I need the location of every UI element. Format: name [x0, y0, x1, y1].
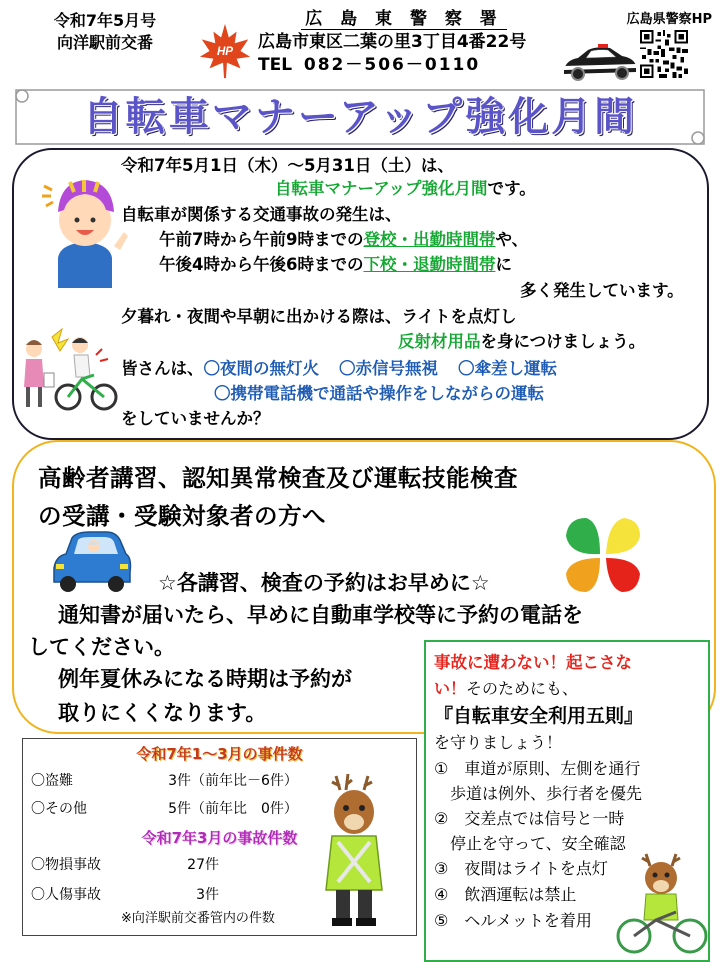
morning-commute: 登校・出勤時間帯: [363, 230, 496, 249]
theft-label: 〇盗難: [31, 773, 73, 789]
injury-count: 3件: [196, 887, 219, 903]
violation-phone: 〇携帯電話機で通話や操作をしながらの運転: [214, 384, 544, 403]
address: 広島市東区二葉の里3丁目4番22号: [258, 32, 527, 52]
manner-evening-line: [159, 253, 512, 276]
other-count: 5件: [168, 801, 191, 817]
manner-reflector-line: [398, 330, 645, 353]
issue-block: [30, 10, 180, 54]
senior-heading-line1: 高齢者講習、認知異常検査及び運転技能検査: [38, 464, 518, 492]
manner-light-advice: 夕暮れ・夜間や早朝に出かける際は、ライトを点灯し: [121, 307, 517, 326]
rules-title: 『自転車安全利用五則』: [434, 705, 644, 727]
senior-para-2: してください。: [28, 635, 175, 659]
senior-driver-mark-icon: [560, 512, 646, 598]
senior-para-3: 例年夏休みになる時期は予約が: [58, 667, 352, 691]
morning-suffix: や、: [495, 230, 529, 249]
rules-slogan-2a: い！: [434, 679, 467, 698]
manner-month-name: 自転車マナーアップ強化月間: [275, 179, 488, 198]
qr-code-icon[interactable]: [640, 30, 688, 78]
manner-violations-line: [121, 357, 557, 380]
property-count: 27件: [187, 857, 219, 873]
stats-row-theft: [31, 771, 298, 791]
evening-time: 午後4時から午後6時までの: [159, 255, 364, 274]
maple-leaf-logo-icon: [196, 22, 254, 80]
stats-note: ※向洋駅前交番管内の件数: [121, 911, 275, 926]
rules-slogan-1: 事故に遭わない！起こさな: [434, 653, 632, 672]
child-cyclist-icon: [40, 168, 130, 288]
police-car-icon: [560, 36, 640, 82]
tel-row: [258, 54, 550, 77]
rule-item-5: ⑤ ヘルメットを着用: [434, 911, 592, 930]
violations-intro: 皆さんは、: [121, 359, 204, 378]
police-name: 広 島 東 警 察 署: [301, 9, 507, 30]
manner-period: 令和7年5月1日（木）～5月31日（土）は、: [121, 156, 454, 175]
manner-accident-intro: 自転車が関係する交通事故の発生は、: [121, 205, 402, 224]
rule-item-3: ③ 夜間はライトを点灯: [434, 859, 608, 878]
crime-stats-heading: 令和7年1～3月の事件数: [136, 745, 303, 763]
theft-count: 3件: [168, 773, 191, 789]
rules-slogan-2: [434, 676, 578, 701]
reflector-suffix: を身につけましょう。: [480, 332, 646, 351]
cyclist-pedestrian-icon: [18, 315, 118, 415]
property-label: 〇物損事故: [31, 857, 101, 873]
reflector-label: 反射材用品: [398, 332, 481, 351]
rules-slogan-2b: そのためにも、: [466, 679, 579, 698]
car-driver-icon: [50, 528, 134, 596]
senior-para-4: 取りにくくなります。: [58, 701, 267, 725]
manner-occurrence: 多く発生しています。: [520, 281, 684, 300]
tel-number: 082－506－0110: [303, 55, 481, 75]
manner-month-line: [275, 177, 536, 200]
deer-cyclist-icon: [616, 850, 708, 956]
morning-time: 午前7時から午前9時までの: [159, 230, 364, 249]
issue-date: 令和7年5月号: [53, 11, 157, 30]
page-title: 自転車マナーアップ強化月間: [82, 94, 638, 140]
manner-question: をしていませんか？: [121, 409, 270, 428]
deer-mascot-icon: [318, 772, 390, 932]
police-hp-label[interactable]: 広島県警察HP: [626, 12, 712, 27]
senior-heading-line2: の受講・受験対象者の方へ: [38, 502, 326, 530]
violation-no-light: 〇夜間の無灯火: [203, 359, 319, 378]
manner-morning-line: [159, 228, 528, 251]
rule-item-2b: 停止を守って、安全確認: [434, 834, 626, 853]
stats-row-other: [31, 799, 298, 819]
injury-label: 〇人傷事故: [31, 887, 101, 903]
violation-red-signal: 〇赤信号無視: [339, 359, 438, 378]
police-station-block: [258, 8, 550, 77]
accident-stats-heading: 令和7年3月の事故件数: [141, 829, 298, 847]
rule-item-1a: ① 車道が原則、左側を通行: [434, 759, 641, 778]
senior-reservation-note: ☆各講習、検査の予約はお早めに☆: [158, 571, 490, 595]
evening-commute: 下校・退勤時間帯: [363, 255, 496, 274]
rule-item-4: ④ 飲酒運転は禁止: [434, 885, 577, 904]
station-name: 向洋駅前交番: [56, 33, 153, 52]
theft-note: （前年比－6件）: [191, 773, 298, 789]
rule-item-2a: ② 交差点では信号と一時: [434, 809, 625, 828]
tel-label: TEL: [258, 55, 293, 75]
manner-month-suffix: です。: [487, 179, 536, 198]
rules-intro: を守りましょう！: [434, 733, 563, 752]
logo-text: HP: [216, 44, 234, 58]
other-note: （前年比 0件）: [191, 801, 298, 817]
rule-item-1b: 歩道は例外、歩行者を優先: [434, 784, 643, 803]
stats-row-injury: [31, 885, 219, 905]
other-label: 〇その他: [31, 801, 87, 817]
stats-row-property: [31, 855, 219, 875]
violation-umbrella: 〇傘差し運転: [458, 359, 557, 378]
evening-suffix: に: [495, 255, 512, 274]
senior-para-1: 通知書が届いたら、早めに自動車学校等に予約の電話を: [58, 603, 583, 627]
